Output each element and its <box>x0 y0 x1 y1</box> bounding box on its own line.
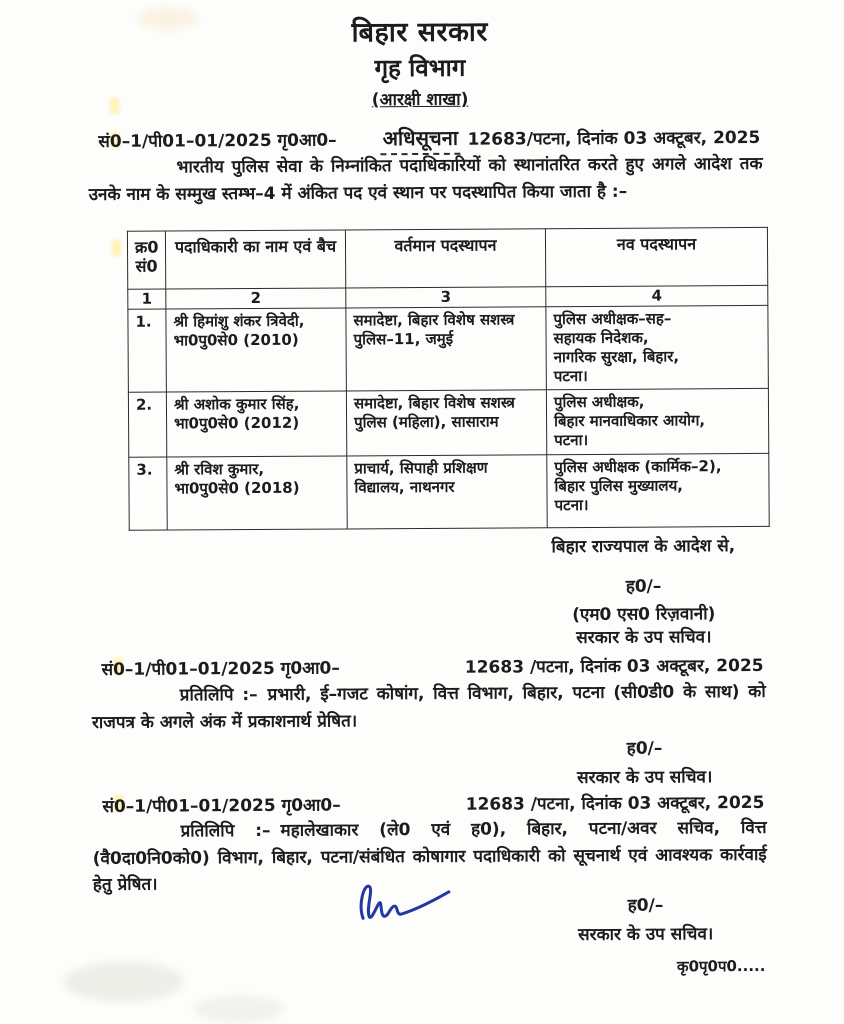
notification-title: अधिसूचना <box>381 124 460 155</box>
header-name-batch: पदाधिकारी का नाम एवं बैच <box>165 230 345 289</box>
footer-note: कृ0पृ0प0..... <box>676 956 766 976</box>
copy-text: प्रभारी, ई–गजट कोषांग, वित्त विभाग, बिहार, पटना (सी0डी0 के साथ) को राजपत्र के अगले अंक में प्रकाशनार्थ प्रेषित। <box>91 681 766 733</box>
signatory-designation: सरकार के उप सचिव। <box>578 924 714 946</box>
cell-current-posting: समादेष्टा, बिहार विशेष सशस्त्र पुलिस–11, जमुई <box>346 307 547 391</box>
signatory-designation: सरकार के उप सचिव। <box>577 767 713 789</box>
sd-mark: ह0/– <box>625 576 662 597</box>
scan-smudge <box>63 961 183 1002</box>
handwritten-signature-ink <box>353 876 453 929</box>
header-serial: क्र0 सं0 <box>127 231 165 289</box>
sd-mark: ह0/– <box>627 895 664 916</box>
column-number: 2 <box>166 288 346 309</box>
copy-text: महालेखाकार (ले0 एवं ह0), बिहार, पटना/अवर सचिव, वित्त (वै0दा0नि0को0) विभाग, बिहार, पटना/संबंधित कोषागार पदाधिकारी को सूचनार्थ एवं आवश्यक कार्रवाई हेतु प्रेषित। <box>92 817 767 896</box>
cell-name-batch: श्री रविश कुमार, भा0पु0से0 (2018) <box>167 456 347 530</box>
memo-number: सं0–1/पी01–01/2025 गृ0आ0– <box>98 130 337 152</box>
cell-name-batch: श्री हिमांशु शंकर त्रिवेदी, भा0पु0से0 (2010) <box>166 308 347 392</box>
cell-name-batch: श्री अशोक कुमार सिंह, भा0पु0से0 (2012) <box>166 391 346 457</box>
cell-new-posting: पुलिस अधीक्षक (कार्मिक–2), बिहार पुलिस मुख्यालय, पटना। <box>547 453 769 527</box>
cell-serial: 1. <box>128 309 167 392</box>
signatory-name: (एम0 एस0 रिज़वानी) <box>572 604 716 626</box>
dispatch-number: 12683 /पटना, दिनांक 03 अक्टूबर, 2025 <box>465 792 765 815</box>
copy-paragraph-1 <box>92 679 766 736</box>
table-header-row <box>127 227 767 289</box>
dispatch-number: 12683/पटना, दिनांक 03 अक्टूबर, 2025 <box>467 127 761 150</box>
branch-name: (आरक्षी शाखा) <box>371 89 469 111</box>
cell-serial: 2. <box>128 392 166 457</box>
body-paragraph: भारतीय पुलिस सेवा के निम्नांकित पदाधिकारियों को स्थानांतरित करते हुए अगले आदेश तक उनके नाम के सम्मुख स्तम्भ–4 में अंकित पद एवं स्थान पर पदस्थापित किया जाता है :– <box>88 153 763 205</box>
copy-lead: प्रतिलिपि :– <box>180 820 271 842</box>
memo-number: सं0–1/पी01–01/2025 गृ0आ0– <box>101 658 340 680</box>
cell-new-posting: पुलिस अधीक्षक–सह– सहायक निदेशक, नागरिक सुरक्षा, बिहार, पटना। <box>546 305 769 389</box>
reference-line-3 <box>102 790 764 817</box>
government-name: बिहार सरकार <box>351 16 488 49</box>
signoff-block-3 <box>523 892 768 945</box>
cell-current-posting: समादेष्टा, बिहार विशेष सशस्त्र पुलिस (महिला), सासाराम <box>346 390 546 456</box>
memo-number: सं0–1/पी01–01/2025 गृ0आ0– <box>102 795 341 817</box>
column-number: 1 <box>128 289 166 309</box>
signature-stroke <box>361 886 449 919</box>
cell-new-posting: पुलिस अधीक्षक, बिहार मानवाधिकार आयोग, पटना। <box>546 388 768 454</box>
table-row <box>128 388 768 457</box>
sd-mark: ह0/– <box>626 738 663 759</box>
column-number: 4 <box>546 285 768 306</box>
reference-line-2 <box>102 653 764 680</box>
transfer-table <box>127 227 770 531</box>
department-name: गृह विभाग <box>374 53 466 83</box>
table-row <box>129 453 769 530</box>
highlighter-mark <box>112 240 121 256</box>
header-new-posting: नव पदस्थापन <box>545 227 767 286</box>
header-current-posting: वर्तमान पदस्थापन <box>345 229 545 288</box>
dispatch-number: 12683 /पटना, दिनांक 03 अक्टूबर, 2025 <box>464 655 764 678</box>
cell-serial: 3. <box>129 457 167 530</box>
column-number: 3 <box>346 287 546 308</box>
signatory-designation: सरकार के उप सचिव। <box>576 627 712 649</box>
copy-lead: प्रतिलिपि :– <box>179 685 258 706</box>
cell-current-posting: प्राचार्य, सिपाही प्रशिक्षण विद्यालय, नाथनगर <box>347 455 547 529</box>
table-row <box>128 305 768 392</box>
governor-order-line: बिहार राज्यपाल के आदेश से, <box>551 536 736 558</box>
signoff-block-2 <box>522 735 767 788</box>
signoff-block-1 <box>521 573 766 648</box>
scan-smudge <box>194 996 284 1023</box>
reference-line-1 <box>98 125 760 152</box>
